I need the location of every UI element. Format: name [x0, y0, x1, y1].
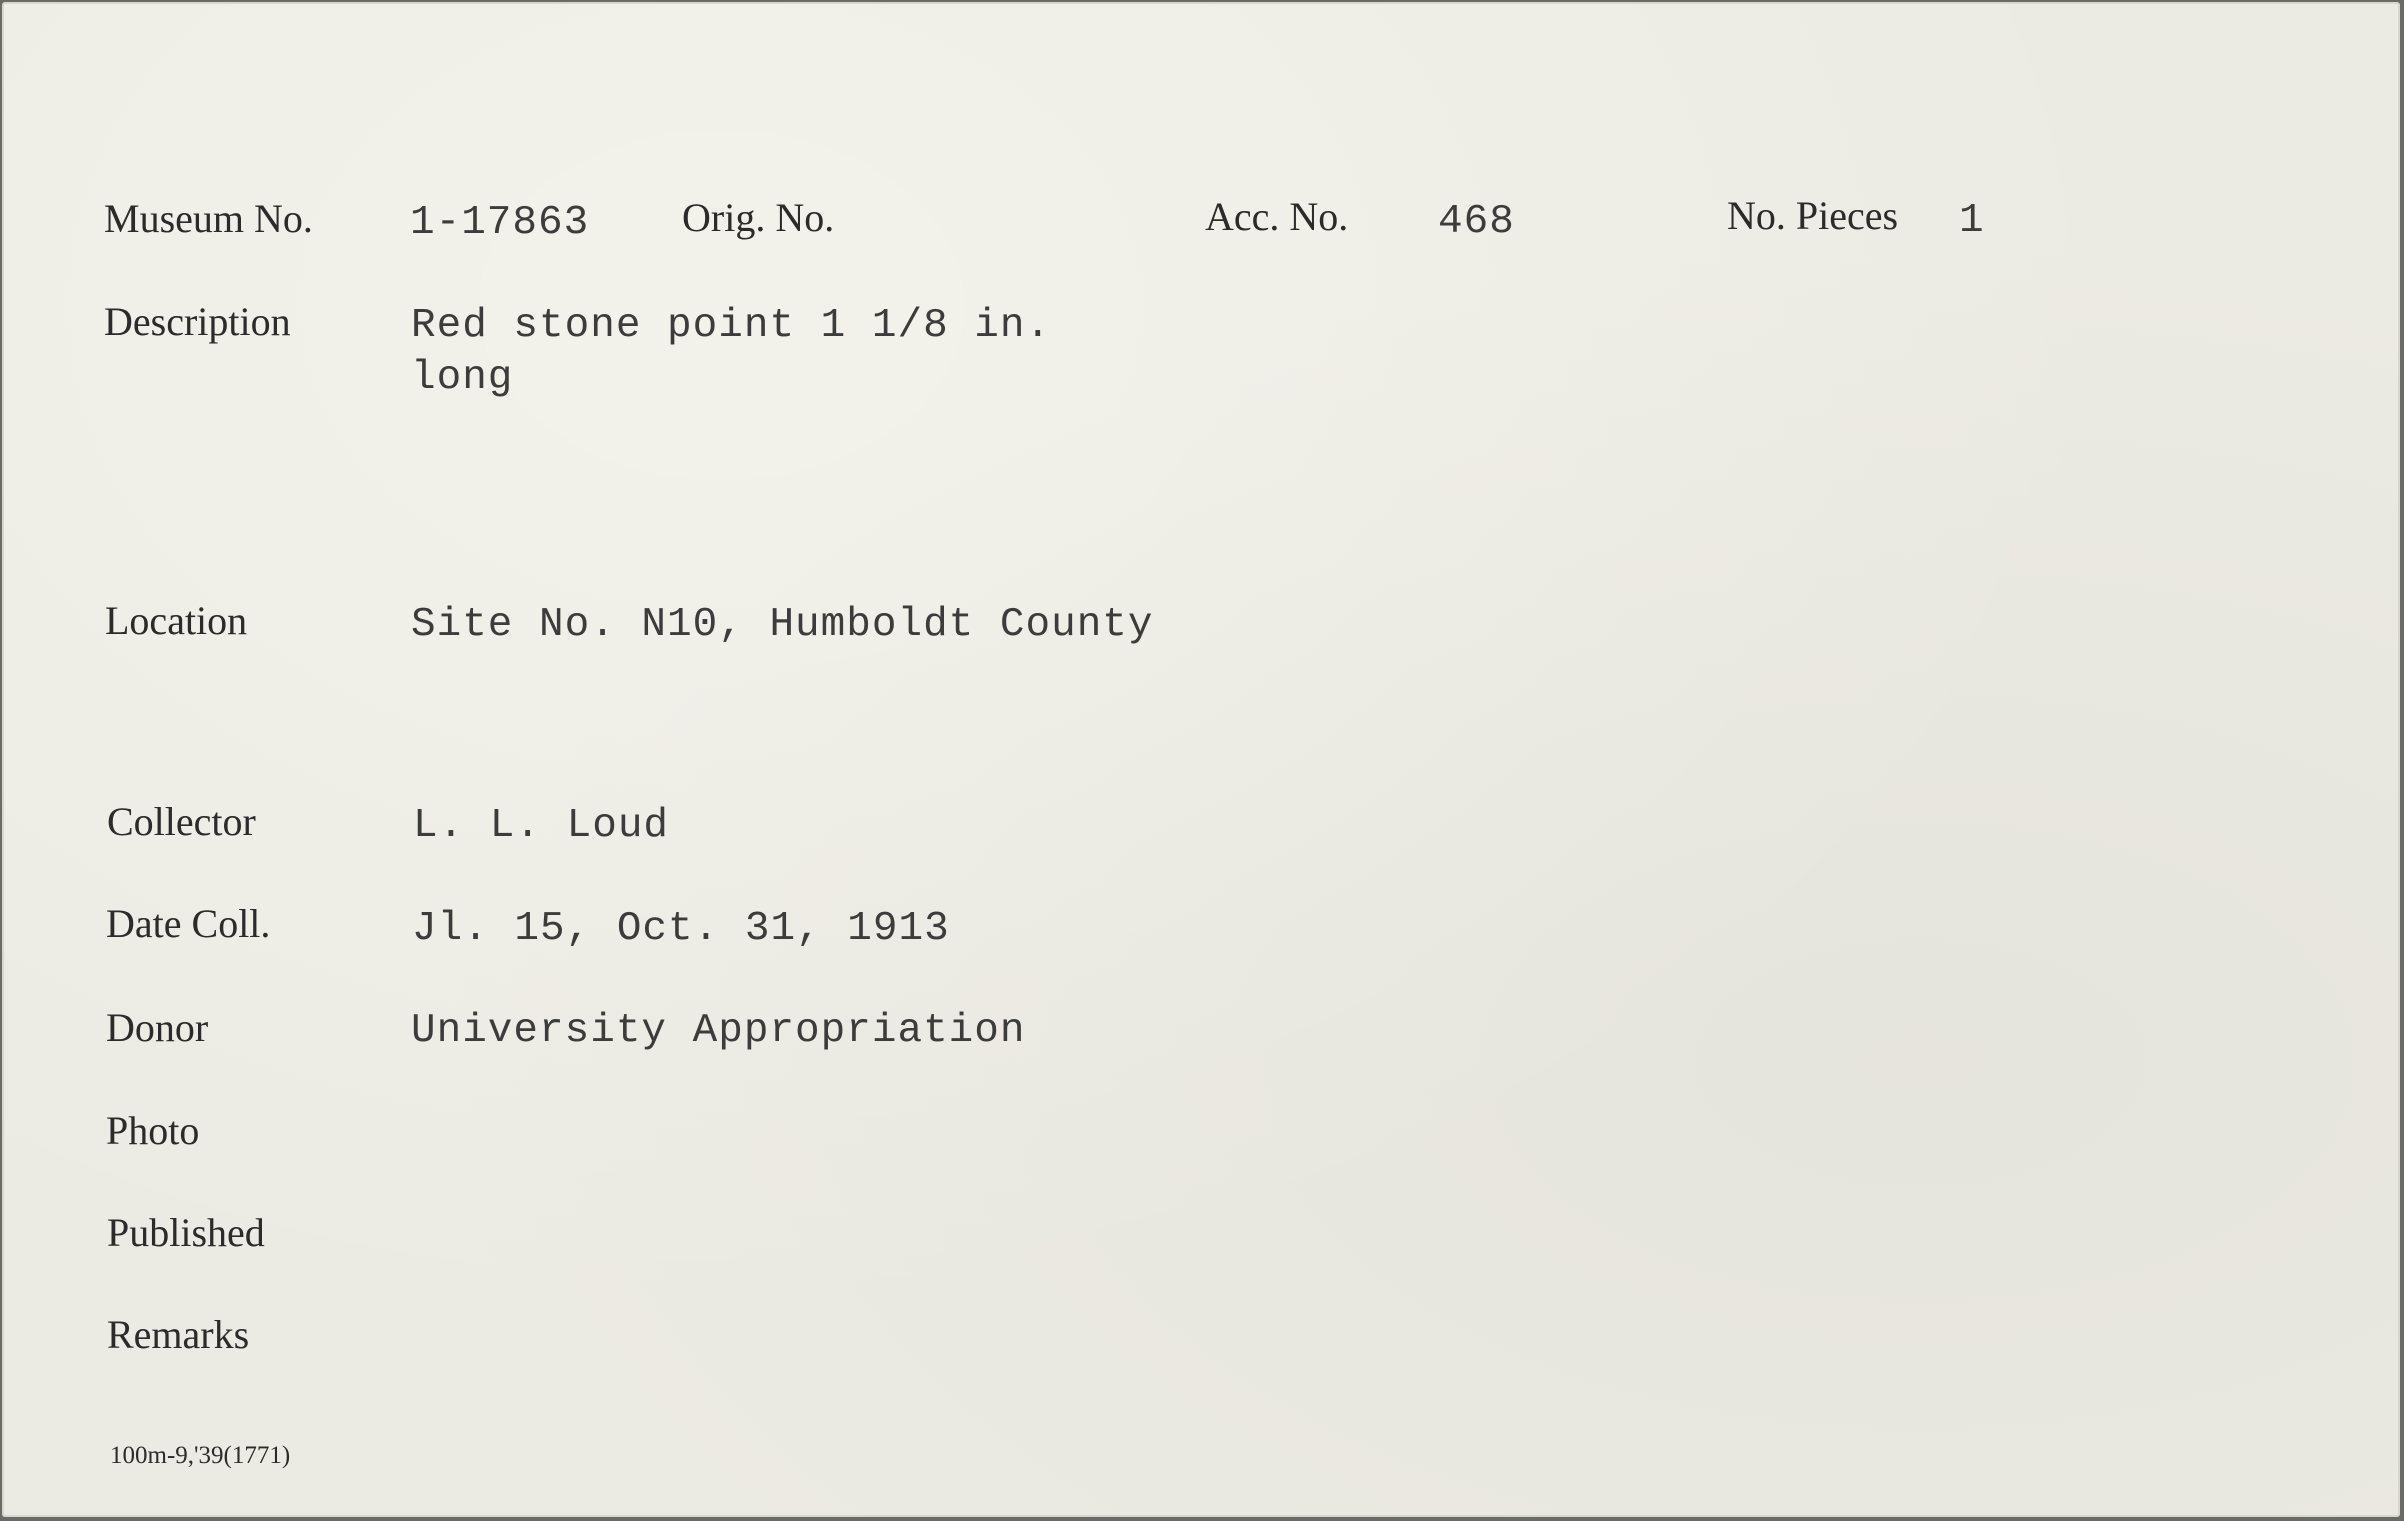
orig-no-label: Orig. No. [682, 195, 835, 240]
remarks-label: Remarks [107, 1312, 250, 1357]
no-pieces-label: No. Pieces [1727, 193, 1899, 238]
description-value: Red stone point 1 1/8 in. long [411, 303, 1052, 401]
location-value: Site No. N10, Humboldt County [411, 602, 1154, 648]
form-code: 100m-9,'39(1771) [110, 1442, 291, 1469]
collector-label: Collector [107, 799, 256, 844]
museum-no-label: Museum No. [104, 196, 313, 241]
collector-value: L. L. Loud [413, 803, 670, 849]
location-label: Location [105, 598, 248, 643]
photo-label: Photo [106, 1108, 200, 1153]
donor-label: Donor [106, 1005, 209, 1050]
acc-no-label: Acc. No. [1205, 194, 1349, 239]
date-coll-label: Date Coll. [106, 901, 271, 946]
description-label: Description [104, 299, 291, 344]
catalog-card [2, 2, 2400, 1517]
no-pieces-value: 1 [1959, 198, 1985, 244]
acc-no-value: 468 [1438, 199, 1515, 245]
date-coll-value: Jl. 15, Oct. 31, 1913 [412, 906, 950, 952]
donor-value: University Appropriation [411, 1008, 1026, 1054]
published-label: Published [107, 1210, 265, 1255]
museum-no-value: 1-17863 [410, 200, 590, 246]
